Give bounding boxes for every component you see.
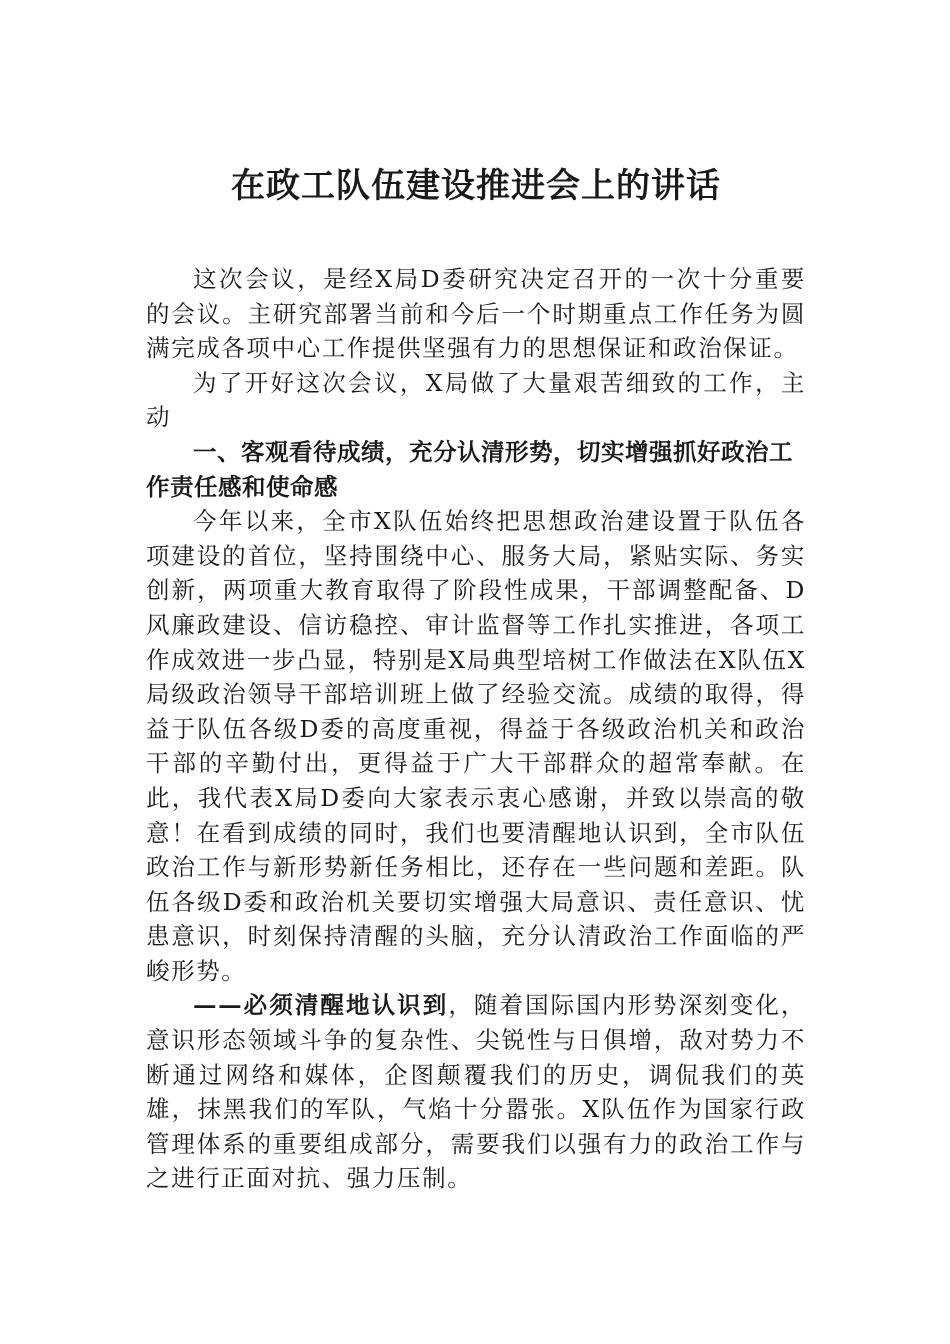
- point-lead-text: ——必须清醒地认识到: [193, 991, 449, 1020]
- document-page: [146, 160, 806, 1196]
- section-1-point-paragraph: [146, 988, 806, 1196]
- section-heading-1: 一、客观看待成绩，充分认清形势，切实增强抓好政治工作责任感和使命感: [146, 437, 793, 501]
- document-title: 在政工队伍建设推进会上的讲话: [231, 166, 721, 206]
- section-1-paragraph: 今年以来，全市X队伍始终把思想政治建设置于队伍各项建设的首位，坚持围绕中心、服务大局，紧贴实际、务实创新，两项重大教育取得了阶段性成果，干部调整配备、D风廉政建设、信访稳控、审计监督等工作扎实推进，各项工作成效进一步凸显，特别是X局典型培树工作做法在X队伍X局级政治领导干部培训班上做了经验交流。成绩的取得，得益于队伍各级D委的高度重视，得益于各级政治机关和政治干部的辛勤付出，更得益于广大干部群众的超常奉献。在此，我代表X局D委向大家表示衷心感谢，并致以崇高的敬意！在看到成绩的同时，我们也要清醒地认识到，全市队伍政治工作与新形势新任务相比，还存在一些问题和差距。队伍各级D委和政治机关要切实增强大局意识、责任意识、忧患意识，时刻保持清醒的头脑，充分认清政治工作面临的严峻形势。: [146, 507, 806, 985]
- intro-paragraph-1: 这次会议，是经X局D委研究决定召开的一次十分重要的会议。主研究部署当前和今后一个时期重点工作任务为圆满完成各项中心工作提供坚强有力的思想保证和政治保证。: [146, 265, 806, 363]
- intro-paragraph-2: 为了开好这次会议，X局做了大量艰苦细致的工作，主动: [146, 368, 806, 432]
- point-body-text: ，随着国际国内形势深刻变化，意识形态领域斗争的复杂性、尖锐性与日俱增，敌对势力不断通过网络和媒体，企图颠覆我们的历史，调侃我们的英雄，抹黑我们的军队，气焰十分嚣张。X队伍作为国家行政管理体系的重要组成部分，需要我们以强有力的政治工作与之进行正面对抗、强力压制。: [146, 991, 807, 1193]
